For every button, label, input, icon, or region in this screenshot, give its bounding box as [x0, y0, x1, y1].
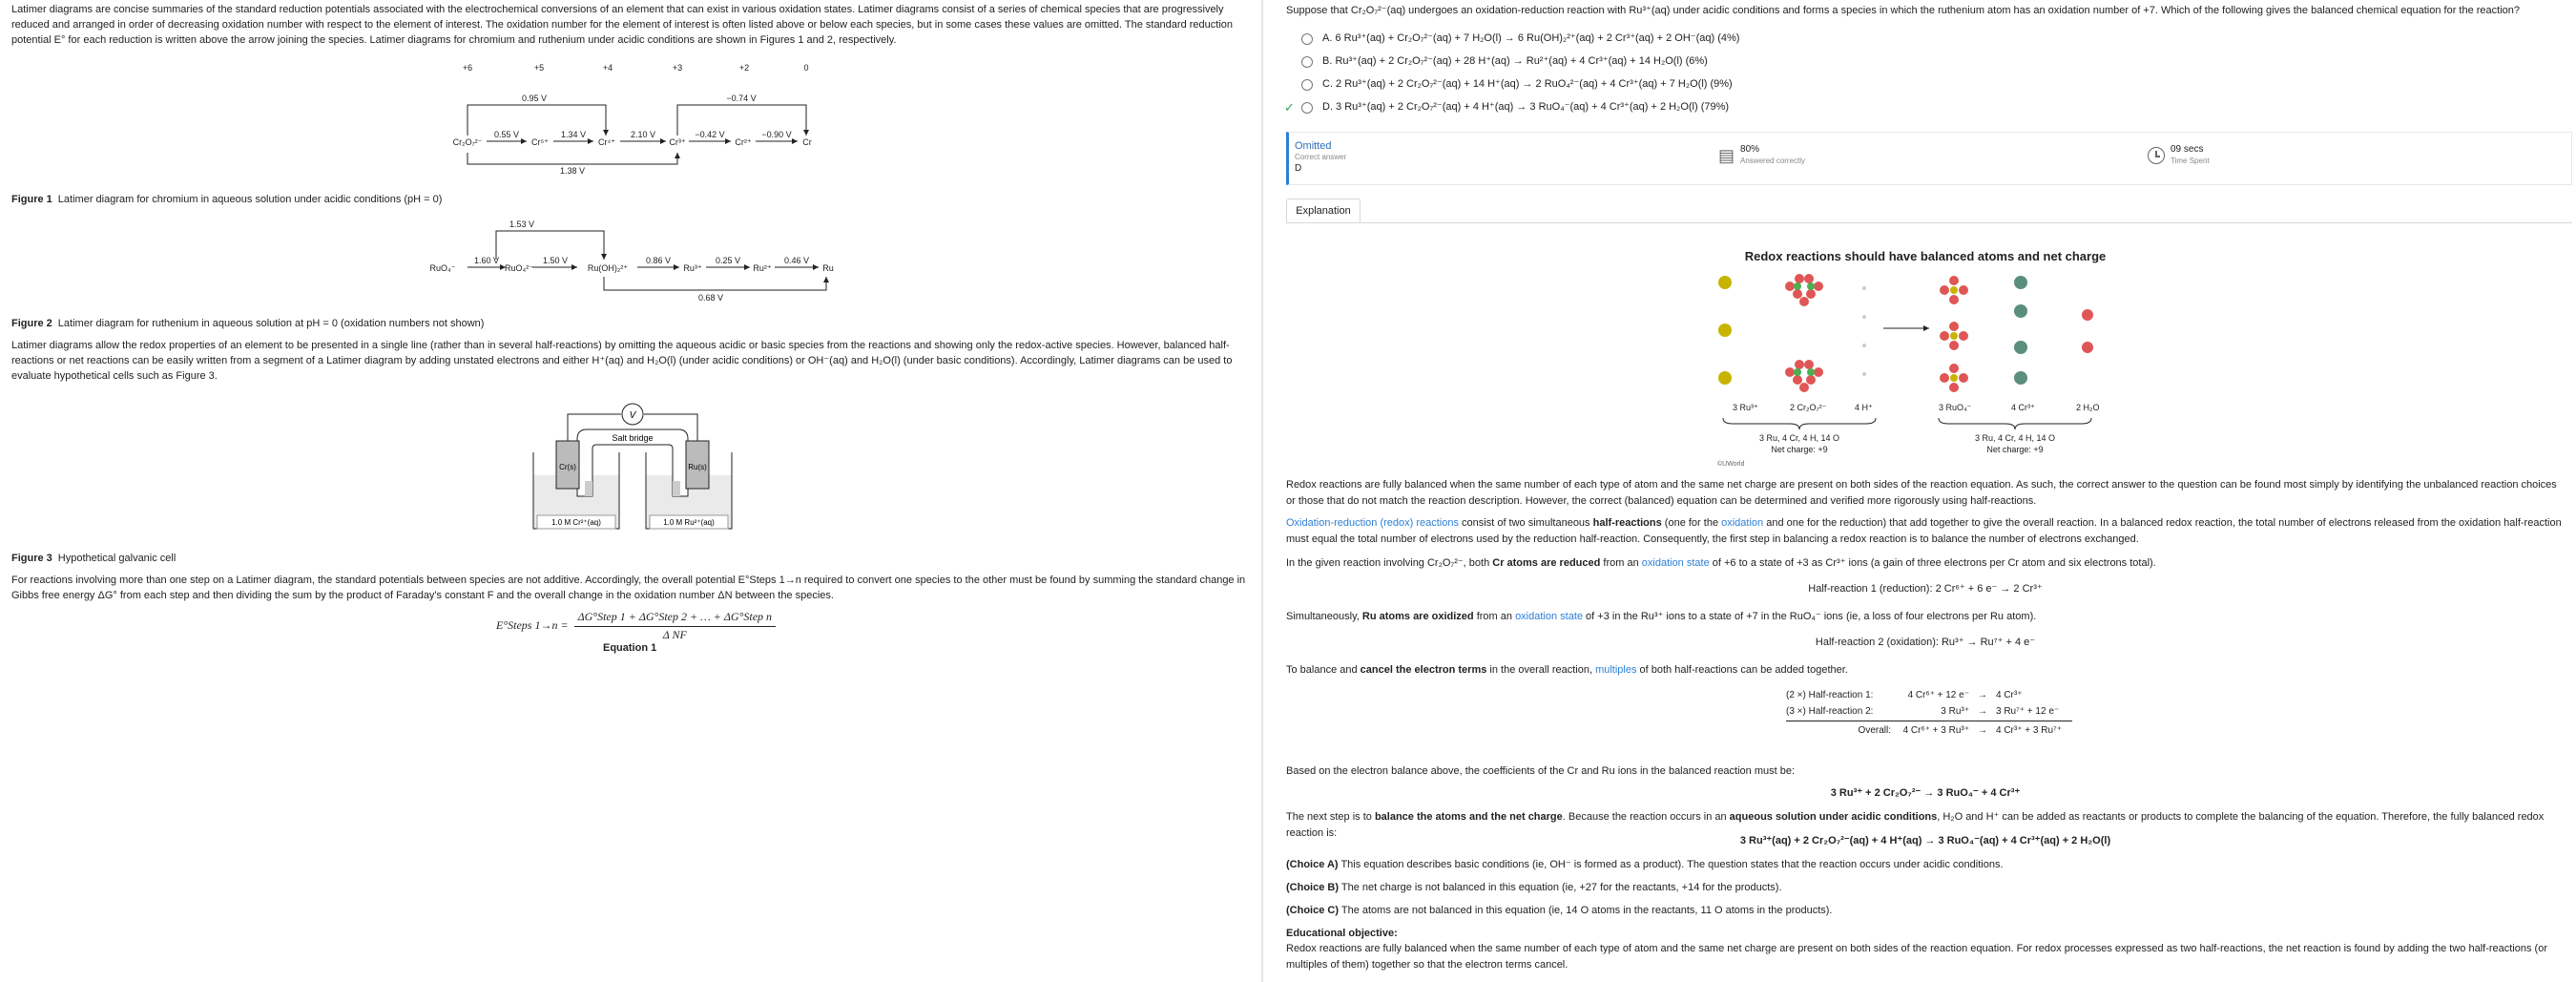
explanation-figure [1714, 269, 2143, 470]
half-reaction-1: Half-reaction 1 (reduction): 2 Cr⁶⁺ + 6 e⁻ → 2 Cr³⁺ [1808, 583, 2043, 595]
percent-value: 80% [1740, 144, 1760, 155]
voltmeter-label: V [629, 410, 636, 421]
equation-numerator: ΔG°Step 1 + ΔG°Step 2 + … + ΔG°Step n [574, 609, 776, 626]
educational-objective-label: Educational objective: [1286, 928, 1398, 939]
step-potential: −0.90 V [761, 130, 792, 139]
radio-button[interactable] [1301, 102, 1313, 114]
equation-lhs: E°Steps 1→n = [496, 618, 569, 633]
reactant-species: 2 Cr₂O₇²⁻ [1790, 403, 1827, 412]
radio-button[interactable] [1301, 56, 1313, 68]
arc-potential: 0.68 V [697, 293, 724, 303]
oxidation-link[interactable]: oxidation [1721, 517, 1764, 529]
explanation-paragraph-1: Redox reactions are fully balanced when the same number of each type of atom and the same net charge are present on both sides of the reaction equation. As such, the correct answer to the question can be found most simply by identifying the unbalanced reaction choices or those that do not match the reaction description. However, the correct (balanced) equation can be determined and verified more rigorously using half-reactions. [1286, 479, 2557, 507]
step-potential: 0.46 V [783, 256, 810, 265]
product-net-charge: Net charge: +9 [1986, 445, 2044, 454]
reactant-species: 3 Ru³⁺ [1733, 403, 1758, 412]
species: Ru²⁺ [753, 263, 772, 273]
species: Ru [822, 263, 834, 273]
explanation-paragraph-6: Based on the electron balance above, the coefficients of the Cr and Ru ions in the balanced reaction must be: [1286, 765, 1796, 777]
passage-paragraph-2: Latimer diagrams allow the redox properties of an element to be presented in a single line (rather than in several half-reactions) by omitting the aqueous acidic or basic species from the reactions and showing only the redox-active species. However, balanced half-reactions or net reactions can be easily written from a segment of a Latimer diagram by adding unstated electrons and either H⁺(aq) and H₂O(l) (under acidic conditions) or OH⁻(aq) and H₂O(l) (under basic conditions). Accordingly, Latimer diagrams can be used to evaluate hypothetical cells such as Figure 3. [11, 340, 1233, 382]
step-potential: 0.55 V [493, 130, 520, 139]
redox-link[interactable]: Oxidation-reduction (redox) reactions [1286, 517, 1459, 529]
passage-intro: Latimer diagrams are concise summaries of the standard reduction potentials associated with the electrochemical conversions of an element that can exist in various oxidation states. Latimer diagrams consist of a series of chemical species that are progressively reduced and arranged in order of decreasing oxidation number with respect to the element of interest. The oxidation number for the element of interest is often listed above or below each species, but in some cases these values are omitted. The standard reduction potential E° for each reduction is written above the arrow joining the species. Latimer diagrams for chromium and ruthenium under acidic conditions are shown in Figures 1 and 2, respectively. [11, 4, 1234, 46]
ox-number: +3 [672, 63, 683, 73]
figure-2-caption: Figure 2 Latimer diagram for ruthenium in aqueous solution at pH = 0 (oxidation numbers not shown) [11, 318, 485, 329]
arc-potential: 1.53 V [509, 219, 535, 229]
answer-choice-d[interactable]: D. 3 Ru³⁺(aq) + 2 Cr₂O₇²⁻(aq) + 4 H⁺(aq) → 3 RuO₄⁻(aq) + 4 Cr³⁺(aq) + 2 H₂O(l) (79%) [1301, 99, 1729, 116]
explanation-paragraph-3: In the given reaction involving Cr₂O₇²⁻, both Cr atoms are reduced from an oxidation state of +6 to a state of +3 as Cr³⁺ ions (a gain of three electrons per Cr atom and six electrons total). [1286, 557, 2156, 569]
explanation-title: Redox reactions should have balanced atoms and net charge [1744, 249, 2107, 263]
answer-choice-c[interactable]: C. 2 Ru³⁺(aq) + 2 Cr₂O₇²⁻(aq) + 14 H⁺(aq) → 2 RuO₄²⁻(aq) + 4 Cr³⁺(aq) + 7 H₂O(l) (9%) [1301, 76, 1733, 94]
multiples-link[interactable]: multiples [1595, 664, 1637, 676]
percent-block [1718, 144, 1805, 167]
step-potential: 0.25 V [715, 256, 741, 265]
product-molecules [1940, 276, 2093, 392]
percent-label: Answered correctly [1740, 157, 1806, 165]
explanation-paragraph-5: To balance and cancel the electron terms in the overall reaction, multiples of both half-reactions can be added together. [1286, 664, 1848, 676]
oxidation-state-link[interactable]: oxidation state [1641, 557, 1710, 569]
half-reaction-sum-table: (2 ×) Half-reaction 1: 4 Cr⁶⁺ + 12 e⁻ → 4 Cr³⁺ (3 ×) Half-reaction 2: 3 Ru³⁺ → 3 Ru⁷⁺ + 12 e⁻ Overall: 4 Cr⁶⁺ + 3 Ru³⁺ → 4 Cr³⁺ + 3 Ru⁷⁺ [1786, 687, 2072, 741]
time-value: 09 secs [2171, 144, 2204, 155]
ox-number: 0 [803, 63, 809, 73]
panel-divider [1261, 0, 1263, 982]
right-solution-label: 1.0 M Ru²⁺(aq) [663, 518, 715, 527]
left-electrode-label: Cr(s) [559, 463, 576, 471]
bar-chart-icon: ▤ [1718, 146, 1735, 165]
figure-credit: ©UWorld [1717, 461, 1745, 468]
step-potential: 1.50 V [542, 256, 569, 265]
equation-1 [496, 607, 776, 645]
figure-1-caption: Figure 1 Latimer diagram for chromium in aqueous solution under acidic conditions (pH = 0) [11, 194, 443, 205]
salt-bridge-label: Salt bridge [612, 433, 654, 443]
species: RuO₄⁻ [429, 263, 456, 273]
species: RuO₄²⁻ [505, 263, 533, 273]
arc-potential: −0.74 V [726, 94, 757, 103]
tab-divider [1286, 222, 2572, 223]
clock-icon [2148, 147, 2165, 164]
explanation-paragraph-2: Oxidation-reduction (redox) reactions consist of two simultaneous half-reactions (one for the oxidation and one for the reduction) that add together to give the overall reaction. In a balanced redox reaction, the total number of electrons released from the oxidation half-reaction must equal the total number of electrons used by the reduction half-reaction. Consequently, the first step in balancing a redox reaction is to balance the number of electrons exchanged. [1286, 517, 2562, 545]
time-block [2148, 144, 2210, 167]
explanation-paragraph-7: The next step is to balance the atoms and the net charge. Because the reaction occurs in an aqueous solution under acidic conditions, H₂O and H⁺ can be added as reactants or products to complete the balancing of the equation. Therefore, the fully balanced redox reaction is: [1286, 811, 2545, 839]
ox-number: +4 [602, 63, 613, 73]
question-stem: Suppose that Cr₂O₇²⁻(aq) undergoes an oxidation-reduction reaction with Ru³⁺(aq) under acidic conditions and forms a species in which the ruthenium atom has an oxidation number of +7. Which of the following gives the balanced chemical equation for the reaction? [1286, 5, 2521, 16]
figure-2-latimer-ruthenium [420, 214, 840, 305]
figure-3-caption: Figure 3 Hypothetical galvanic cell [11, 553, 177, 564]
balanced-ions-equation: 3 Ru³⁺ + 2 Cr₂O₇²⁻ → 3 RuO₄⁻ + 4 Cr³⁺ [1830, 787, 2021, 799]
step-potential: −0.42 V [695, 130, 725, 139]
explanation-paragraph-4: Simultaneously, Ru atoms are oxidized from an oxidation state of +3 in the Ru³⁺ ions to a state of +7 in the RuO₄⁻ ions (ie, a loss of four electrons per Ru atom). [1286, 611, 2037, 622]
step-potential: 0.86 V [645, 256, 672, 265]
arc-potential: 1.38 V [559, 166, 586, 176]
question-panel [1275, 0, 2576, 982]
species: Cr₂O₇²⁻ [452, 137, 483, 147]
radio-button[interactable] [1301, 33, 1313, 45]
equation-denominator: Δ NF [662, 627, 687, 641]
product-atom-count: 3 Ru, 4 Cr, 4 H, 14 O [1974, 433, 2056, 443]
passage-paragraph-3: For reactions involving more than one step on a Latimer diagram, the standard potentials between species are not additive. Accordingly, the overall potential E°Steps 1→n required to convert one species to the other must be found by summing the standard change in Gibbs free energy ΔG° from each step and then dividing the sum by the product of Faraday's constant F and the overall change in the oxidation number ΔN between the species. [11, 575, 1246, 601]
step-potential: 2.10 V [630, 130, 656, 139]
educational-objective-text: Redox reactions are fully balanced when the same number of each type of atom and the same net charge are present on both sides of the reaction equation. For redox processes expressed as two half-reactions, the net reaction is found by adding the two half-reactions (or multiples of them) together so that the electron terms cancel. [1286, 943, 2547, 971]
reactant-net-charge: Net charge: +9 [1771, 445, 1828, 454]
reactant-atom-count: 3 Ru, 4 Cr, 4 H, 14 O [1758, 433, 1840, 443]
correct-answer-label: Correct answer [1295, 153, 1347, 161]
correct-check-icon: ✓ [1284, 100, 1295, 115]
passage-panel [0, 0, 1257, 982]
answer-choice-b[interactable]: B. Ru³⁺(aq) + 2 Cr₂O₇²⁻(aq) + 28 H⁺(aq) → Ru²⁺(aq) + 4 Cr³⁺(aq) + 14 H₂O(l) (6%) [1301, 53, 1708, 71]
figure-1-latimer-chromium [429, 59, 830, 183]
reactant-molecules [1718, 274, 1866, 392]
status-text: Omitted [1295, 140, 1332, 152]
species: Cr⁵⁺ [531, 137, 549, 147]
tab-explanation[interactable]: Explanation [1286, 198, 1361, 223]
species: Ru(OH)₂²⁺ [587, 263, 629, 273]
species: Cr [802, 137, 812, 147]
ox-number: +5 [533, 63, 545, 73]
choice-c-explanation: (Choice C) The atoms are not balanced in this equation (ie, 14 O atoms in the reactants, 11 O atoms in the products). [1286, 905, 1833, 916]
half-reaction-2: Half-reaction 2 (oxidation): Ru³⁺ → Ru⁷⁺ + 4 e⁻ [1815, 637, 2036, 648]
oxidation-state-link[interactable]: oxidation state [1515, 611, 1583, 622]
arc-potential: 0.95 V [521, 94, 548, 103]
species: Ru³⁺ [683, 263, 702, 273]
ox-number: +2 [738, 63, 750, 73]
right-electrode-label: Ru(s) [688, 463, 707, 471]
figure-3-galvanic-cell [530, 395, 735, 540]
time-label: Time Spent [2171, 157, 2210, 165]
species: Cr³⁺ [669, 137, 686, 147]
answer-choice-a[interactable]: A. 6 Ru³⁺(aq) + Cr₂O₇²⁻(aq) + 7 H₂O(l) → 6 Ru(OH)₂²⁺(aq) + 2 Cr³⁺(aq) + 2 OH⁻(aq) (4%) [1301, 31, 1739, 48]
product-species: 4 Cr³⁺ [2011, 403, 2035, 412]
reactant-species: 4 H⁺ [1855, 403, 1873, 412]
correct-answer-value: D [1295, 163, 1302, 174]
ox-number: +6 [462, 63, 473, 73]
choice-b-explanation: (Choice B) The net charge is not balanced in this equation (ie, +27 for the reactants, +14 for the products). [1286, 882, 1782, 893]
step-potential: 1.60 V [473, 256, 500, 265]
choice-a-explanation: (Choice A) This equation describes basic conditions (ie, OH⁻ is formed as a product). The question states that the reaction occurs under acidic conditions. [1286, 859, 2004, 870]
product-species: 2 H₂O [2076, 403, 2100, 412]
left-solution-label: 1.0 M Cr²⁺(aq) [551, 518, 601, 527]
stats-bar [1286, 132, 2572, 185]
species: Cr²⁺ [735, 137, 752, 147]
species: Cr⁴⁺ [597, 137, 616, 147]
equation-label: Equation 1 [603, 642, 657, 654]
radio-button[interactable] [1301, 79, 1313, 91]
balanced-full-equation: 3 Ru³⁺(aq) + 2 Cr₂O₇²⁻(aq) + 4 H⁺(aq) → 3 RuO₄⁻(aq) + 4 Cr³⁺(aq) + 2 H₂O(l) [1739, 835, 2111, 846]
step-potential: 1.34 V [560, 130, 587, 139]
product-species: 3 RuO₄⁻ [1939, 403, 1972, 412]
status-block [1295, 140, 1346, 175]
